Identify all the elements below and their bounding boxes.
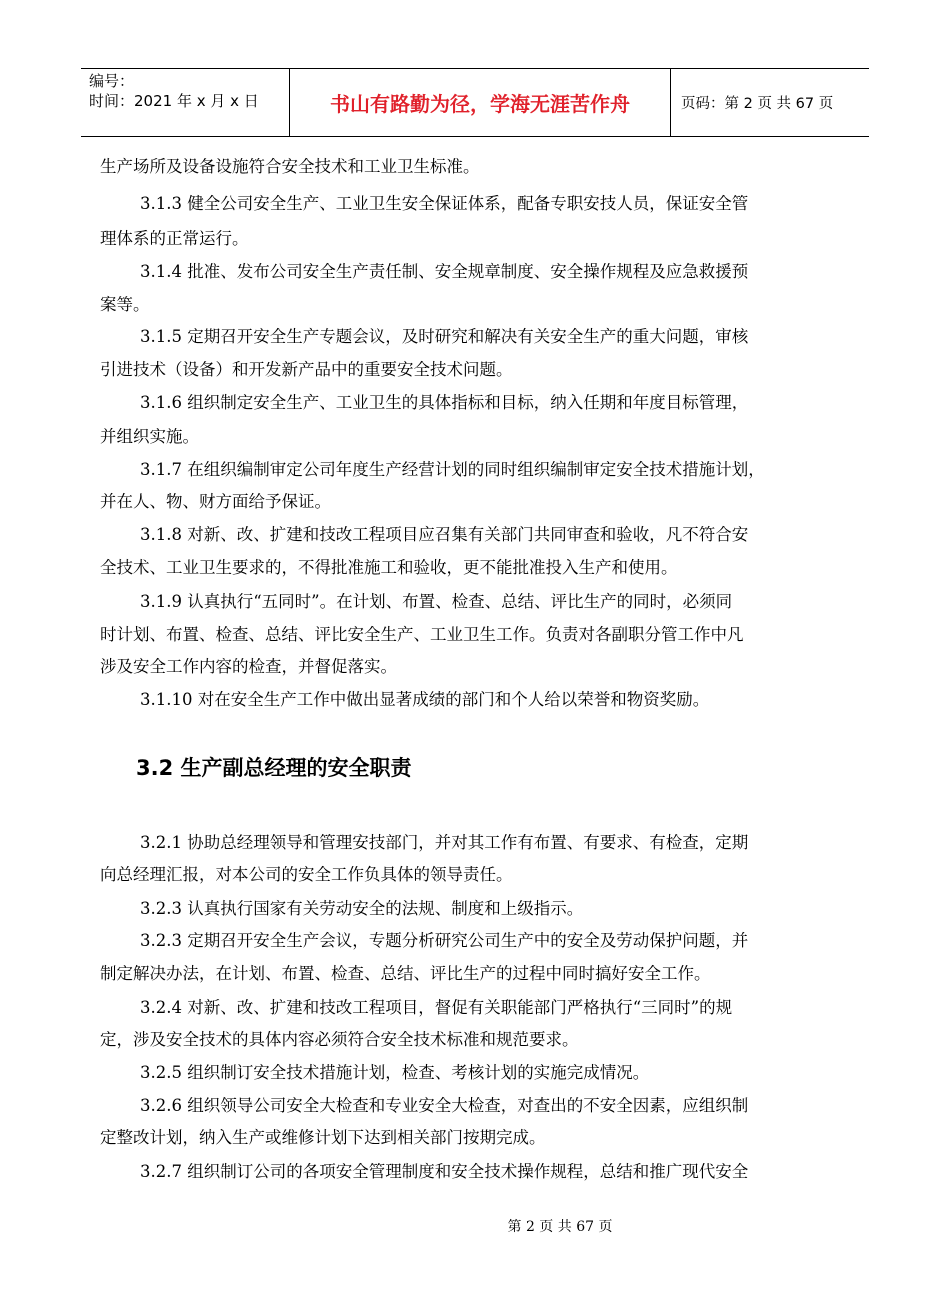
body-line: 3.2.6 组织领导公司安全大检查和专业安全大检查，对查出的不安全因素，应组织制 (140, 1096, 749, 1115)
body-line: 3.2.4 对新、改、扩建和技改工程项目，督促有关职能部门严格执行“三同时”的规 (140, 998, 733, 1017)
body-line: 并组织实施。 (100, 427, 199, 446)
body-line: 3.2.3 定期召开安全生产会议，专题分析研究公司生产中的安全及劳动保护问题，并 (140, 931, 749, 950)
body-line: 3.1.10 对在安全生产工作中做出显著成绩的部门和个人给以荣誉和物资奖励。 (140, 690, 710, 709)
body-line: 3.1.4 批准、发布公司安全生产责任制、安全规章制度、安全操作规程及应急救援预 (140, 262, 749, 281)
body-line: 制定解决办法，在计划、布置、检查、总结、评比生产的过程中同时搞好安全工作。 (100, 964, 711, 983)
body-line: 案等。 (100, 295, 150, 314)
header-meta (81, 69, 290, 136)
body-line: 定，涉及安全技术的具体内容必须符合安全技术标准和规范要求。 (100, 1030, 579, 1049)
document-time-label: 时间：2021 年 x 月 x 日 (89, 92, 259, 110)
page-footer: 第 2 页 共 67 页 (507, 1219, 613, 1235)
body-line: 定整改计划，纳入生产或维修计划下达到相关部门按期完成。 (100, 1128, 546, 1147)
body-line: 3.1.9 认真执行“五同时”。在计划、布置、检查、总结、评比生产的同时，必须同 (140, 592, 733, 611)
body-line: 3.1.5 定期召开安全生产专题会议，及时研究和解决有关安全生产的重大问题，审核 (140, 327, 749, 346)
body-line: 并在人、物、财方面给予保证。 (100, 492, 331, 511)
body-line: 3.2.7 组织制订公司的各项安全管理制度和安全技术操作规程，总结和推广现代安全 (140, 1162, 749, 1181)
body-line: 3.2.1 协助总经理领导和管理安技部门，并对其工作有布置、有要求、有检查，定期 (140, 833, 749, 852)
body-line: 向总经理汇报，对本公司的安全工作负具体的领导责任。 (100, 865, 513, 884)
body-line: 3.2.3 认真执行国家有关劳动安全的法规、制度和上级指示。 (140, 899, 584, 918)
document-header (81, 68, 869, 137)
body-line: 全技术、工业卫生要求的，不得批准施工和验收，更不能批准投入生产和使用。 (100, 558, 678, 577)
section-heading: 3.2 生产副总经理的安全职责 (136, 756, 412, 780)
header-page-info: 页码：第 2 页 共 67 页 (681, 96, 834, 112)
body-line: 时计划、布置、检查、总结、评比安全生产、工业卫生工作。负责对各副职分管工作中凡 (100, 625, 744, 644)
body-line: 引进技术（设备）和开发新产品中的重要安全技术问题。 (100, 360, 513, 379)
document-number-label: 编号： (89, 72, 135, 90)
header-motto: 书山有路勤为径，学海无涯苦作舟 (290, 69, 671, 136)
body-line: 生产场所及设备设施符合安全技术和工业卫生标准。 (100, 157, 480, 176)
body-line: 3.1.3 健全公司安全生产、工业卫生安全保证体系，配备专职安技人员，保证安全管 (140, 194, 749, 213)
body-line: 3.1.8 对新、改、扩建和技改工程项目应召集有关部门共同审查和验收，凡不符合安 (140, 525, 749, 544)
body-line: 3.1.6 组织制定安全生产、工业卫生的具体指标和目标，纳入任期和年度目标管理， (140, 393, 749, 412)
body-line: 3.1.7 在组织编制审定公司年度生产经营计划的同时组织编制审定安全技术措施计划， (140, 460, 765, 479)
body-line: 3.2.5 组织制订安全技术措施计划，检查、考核计划的实施完成情况。 (140, 1063, 650, 1082)
body-line: 理体系的正常运行。 (100, 229, 249, 248)
body-line: 涉及安全工作内容的检查，并督促落实。 (100, 657, 397, 676)
